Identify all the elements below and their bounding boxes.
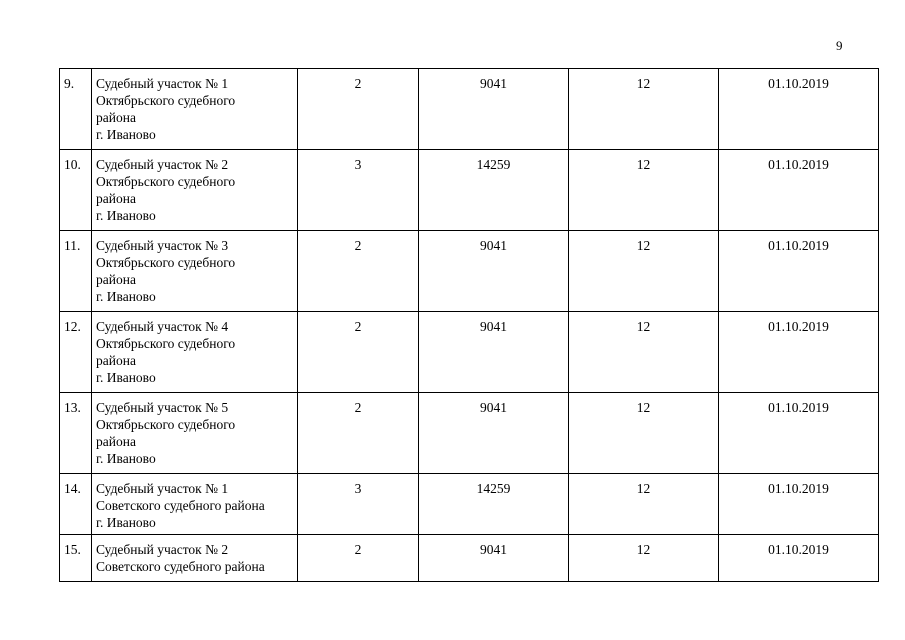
table-row xyxy=(60,150,879,231)
column-4-value: 9041 xyxy=(419,231,569,312)
court-district-name: Судебный участок № 5 Октябрьского судебного района г. Иваново xyxy=(92,393,298,474)
column-5-value: 12 xyxy=(569,535,719,582)
court-district-name: Судебный участок № 3 Октябрьского судебного района г. Иваново xyxy=(92,231,298,312)
column-5-value: 12 xyxy=(569,150,719,231)
table-row xyxy=(60,312,879,393)
column-5-value: 12 xyxy=(569,393,719,474)
court-district-name: Судебный участок № 4 Октябрьского судебного района г. Иваново xyxy=(92,312,298,393)
table-row xyxy=(60,231,879,312)
column-5-value: 12 xyxy=(569,474,719,535)
court-district-name: Судебный участок № 2 Октябрьского судебного района г. Иваново xyxy=(92,150,298,231)
court-district-name: Судебный участок № 2 Советского судебного района xyxy=(92,535,298,582)
court-districts-table xyxy=(59,68,879,582)
court-district-name: Судебный участок № 1 Советского судебного района г. Иваново xyxy=(92,474,298,535)
column-4-value: 14259 xyxy=(419,474,569,535)
row-number: 11. xyxy=(60,231,92,312)
column-3-value: 2 xyxy=(298,312,419,393)
column-4-value: 9041 xyxy=(419,69,569,150)
column-3-value: 2 xyxy=(298,69,419,150)
column-4-value: 9041 xyxy=(419,535,569,582)
column-3-value: 2 xyxy=(298,231,419,312)
table-row xyxy=(60,535,879,582)
column-4-value: 9041 xyxy=(419,312,569,393)
page-number: 9 xyxy=(836,38,843,53)
court-district-name: Судебный участок № 1 Октябрьского судебного района г. Иваново xyxy=(92,69,298,150)
column-5-value: 12 xyxy=(569,69,719,150)
column-5-value: 12 xyxy=(569,312,719,393)
column-3-value: 2 xyxy=(298,393,419,474)
row-number: 10. xyxy=(60,150,92,231)
column-3-value: 2 xyxy=(298,535,419,582)
table-row xyxy=(60,69,879,150)
date-value: 01.10.2019 xyxy=(719,535,879,582)
date-value: 01.10.2019 xyxy=(719,231,879,312)
date-value: 01.10.2019 xyxy=(719,69,879,150)
row-number: 14. xyxy=(60,474,92,535)
date-value: 01.10.2019 xyxy=(719,312,879,393)
date-value: 01.10.2019 xyxy=(719,150,879,231)
column-4-value: 9041 xyxy=(419,393,569,474)
column-3-value: 3 xyxy=(298,474,419,535)
date-value: 01.10.2019 xyxy=(719,393,879,474)
table-row xyxy=(60,393,879,474)
row-number: 15. xyxy=(60,535,92,582)
table-row xyxy=(60,474,879,535)
date-value: 01.10.2019 xyxy=(719,474,879,535)
row-number: 9. xyxy=(60,69,92,150)
column-3-value: 3 xyxy=(298,150,419,231)
column-5-value: 12 xyxy=(569,231,719,312)
row-number: 12. xyxy=(60,312,92,393)
row-number: 13. xyxy=(60,393,92,474)
column-4-value: 14259 xyxy=(419,150,569,231)
